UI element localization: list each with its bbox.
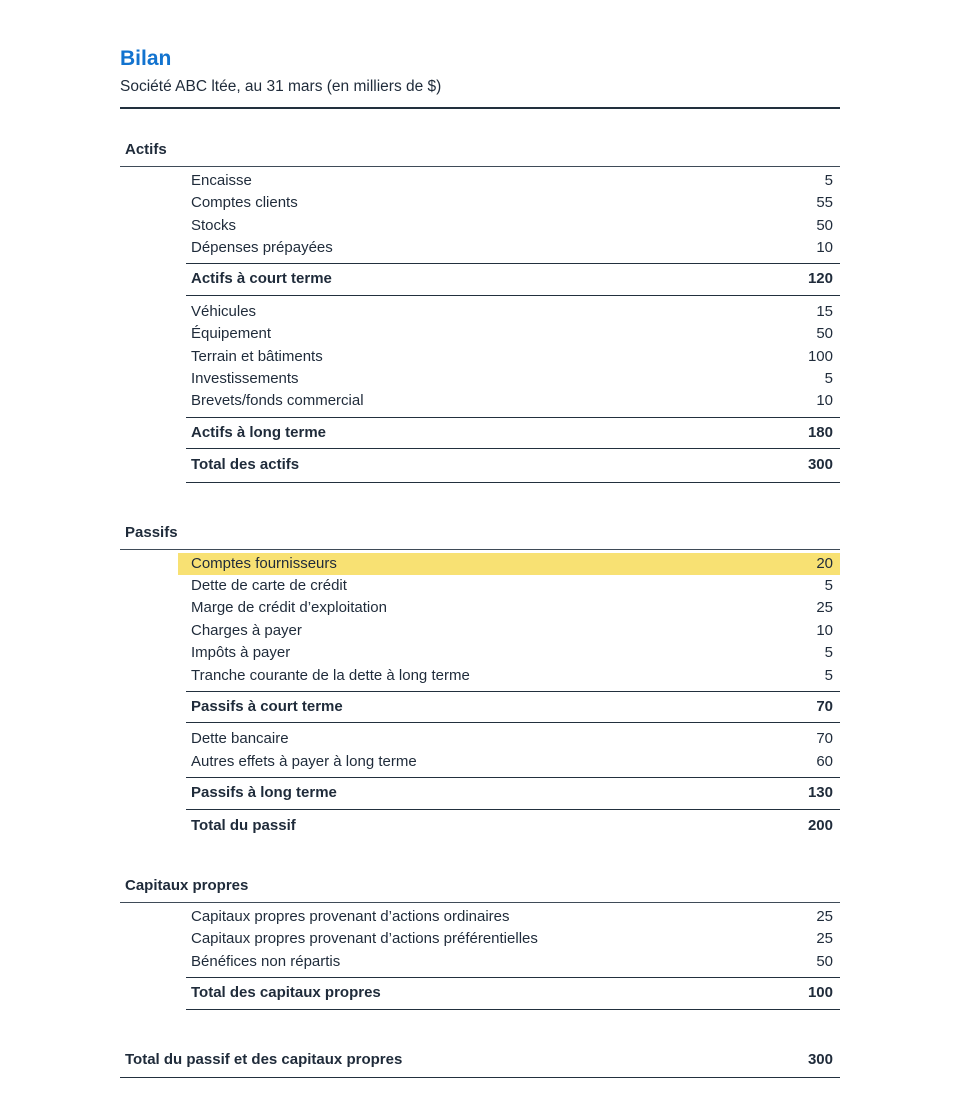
section-header-capitaux-propres: Capitaux propres [120,875,840,903]
section-passifs [120,522,840,842]
subtotal-row-capitaux-propres [186,977,840,1009]
row-label: Tranche courante de la dette à long terme [191,666,470,684]
section-body-passifs [186,550,840,842]
table-row [186,642,840,664]
total-label: Total des actifs [191,456,300,474]
total-row-actifs [186,449,840,482]
row-label: Bénéfices non répartis [191,952,341,970]
row-value: 50 [816,216,833,234]
subtotal-row-passifs-court-terme [186,691,840,723]
table-row [186,575,840,597]
row-label: Dépenses prépayées [191,238,333,256]
table-row [186,323,840,345]
subtotal-row-passifs-long-terme [186,777,840,809]
table-row [186,728,840,750]
table-row [186,237,840,259]
total-row-passifs [186,810,840,842]
row-label: Encaisse [191,171,252,189]
table-row [186,368,840,390]
row-label: Investissements [191,369,299,387]
row-value: 5 [824,644,833,662]
row-label: Dette de carte de crédit [191,577,347,595]
total-label: Total du passif [191,816,296,834]
table-row [186,390,840,412]
subtotal-label: Total des capitaux propres [191,984,381,1002]
subtotal-row-actifs-court-terme [186,263,840,295]
row-label: Capitaux propres provenant d’actions préférentielles [191,930,538,948]
table-row [186,215,840,237]
grand-total-value: 300 [807,1050,833,1068]
subtotal-label: Actifs à long terme [191,423,327,441]
subtotal-value: 70 [816,698,833,716]
table-row [186,192,840,214]
row-label: Brevets/fonds commercial [191,392,364,410]
row-label: Charges à payer [191,621,302,639]
table-row [186,620,840,642]
section-body-capitaux-propres [186,903,840,1010]
row-label: Impôts à payer [191,644,291,662]
row-value: 50 [816,952,833,970]
row-label: Terrain et bâtiments [191,347,323,365]
table-row [186,751,840,773]
table-row [186,301,840,323]
row-value: 55 [816,194,833,212]
row-label: Dette bancaire [191,730,289,748]
row-value: 70 [816,730,833,748]
row-value: 50 [816,325,833,343]
table-row [186,346,840,368]
row-value: 10 [816,238,833,256]
table-row [186,597,840,619]
row-value: 15 [816,302,833,320]
row-value: 5 [824,577,833,595]
subtotal-value: 130 [807,784,833,802]
row-value: 25 [816,599,833,617]
table-row [186,170,840,192]
row-value: 5 [824,666,833,684]
row-value: 25 [816,908,833,926]
section-actifs [120,139,840,483]
row-label: Marge de crédit d’exploitation [191,599,387,617]
subtotal-value: 180 [807,423,833,441]
page-title: Bilan [120,47,172,70]
row-label: Comptes fournisseurs [191,554,337,572]
subtotal-label: Passifs à court terme [191,698,343,716]
row-label: Véhicules [191,302,257,320]
row-value: 60 [816,752,833,770]
table-row [186,928,840,950]
page-subtitle: Société ABC ltée, au 31 mars (en milliers de $) [120,78,442,96]
table-row [186,906,840,928]
subtotal-value: 120 [807,270,833,288]
total-value: 300 [807,456,833,474]
subtotal-label: Passifs à long terme [191,784,337,802]
table-row [186,951,840,973]
group-capitaux-propres [186,906,840,1010]
row-label: Capitaux propres provenant d’actions ordinaires [191,908,510,926]
section-header-passifs: Passifs [120,522,840,550]
table-row-highlighted [178,553,840,575]
subtotal-value: 100 [807,984,833,1002]
row-value: 10 [816,621,833,639]
row-value: 20 [816,554,833,572]
subtotal-row-actifs-long-terme [186,417,840,449]
group-passifs-court-terme [186,553,840,724]
row-value: 10 [816,392,833,410]
grand-total-row [120,1049,840,1078]
subtotal-label: Actifs à court terme [191,270,332,288]
row-label: Autres effets à payer à long terme [191,752,417,770]
table-row [186,665,840,687]
row-label: Stocks [191,216,237,234]
title-divider [120,107,840,109]
group-actifs-long-terme [186,301,840,449]
row-label: Comptes clients [191,194,298,212]
group-actifs-court-terme [186,170,840,296]
row-value: 5 [824,171,833,189]
row-value: 100 [807,347,833,365]
grand-total-label: Total du passif et des capitaux propres [125,1050,403,1068]
total-value: 200 [807,816,833,834]
section-capitaux-propres [120,875,840,1010]
row-label: Équipement [191,325,272,343]
row-value: 25 [816,930,833,948]
section-header-actifs: Actifs [120,139,840,167]
group-passifs-long-terme [186,728,840,809]
row-value: 5 [824,369,833,387]
section-body-actifs [186,167,840,483]
